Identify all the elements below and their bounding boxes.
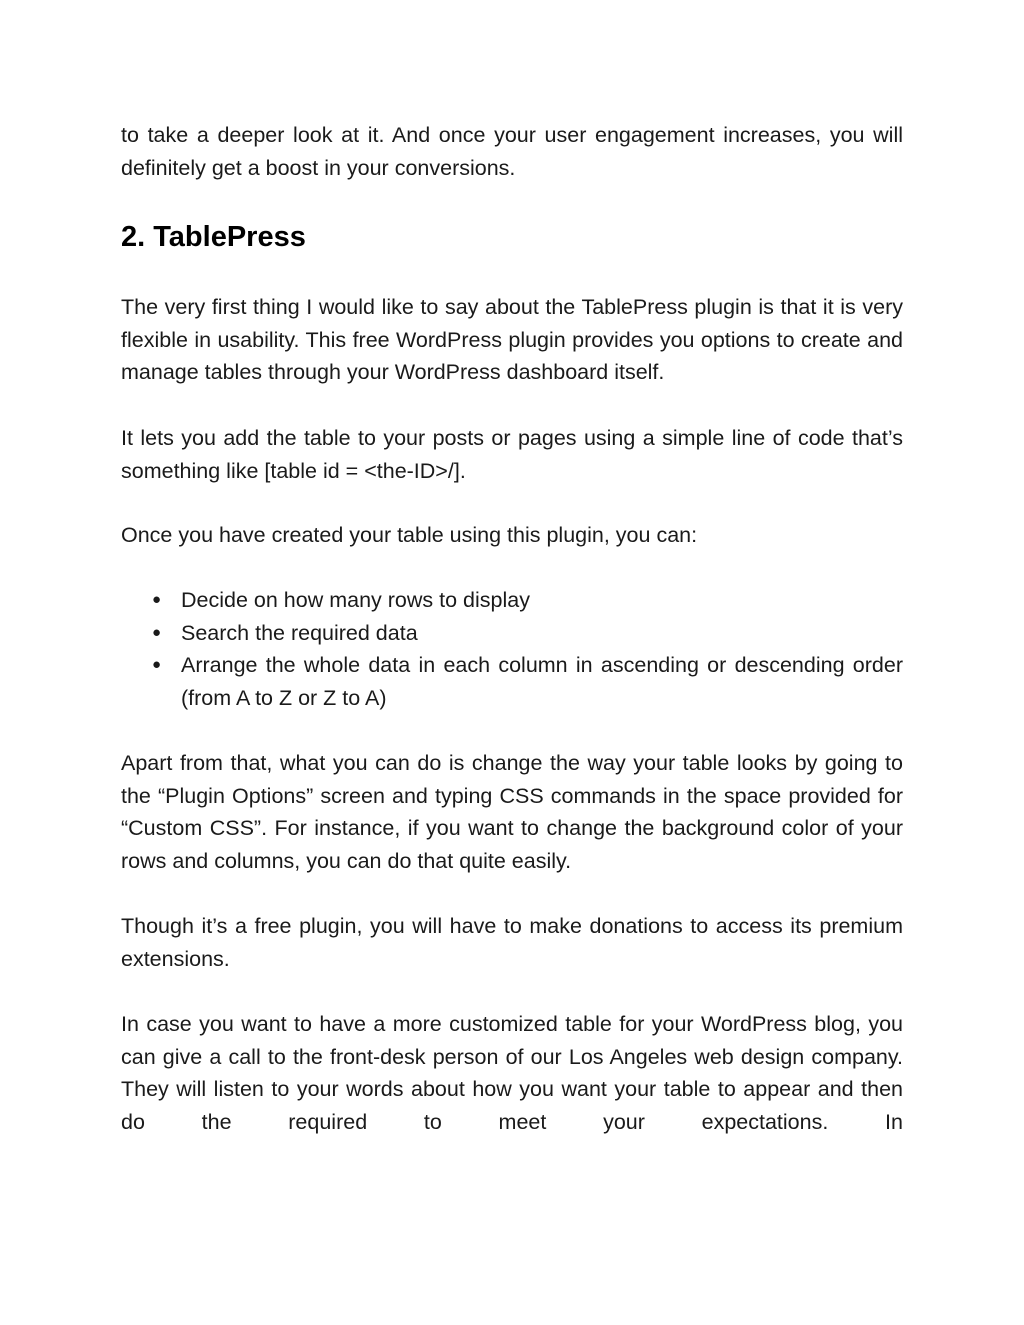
paragraph-2: It lets you add the table to your posts or pages using a simple line of code that’s something like [table id = <the-ID>/]. xyxy=(121,426,903,483)
paragraph-3: Once you have created your table using this plugin, you can: xyxy=(121,523,698,547)
paragraph-1-block xyxy=(121,291,903,389)
paragraph-1: The very first thing I would like to say about the TablePress plugin is that it is very flexible in usability. This free WordPress plugin provides you options to create and manage tables through your WordPress dashboard itself. xyxy=(121,295,903,385)
paragraph-5: Though it’s a free plugin, you will have to make donations to access its premium extensions. xyxy=(121,914,903,971)
intro-paragraph-block xyxy=(121,119,903,184)
list-item-text: Arrange the whole data in each column in ascending or descending order (from A to Z or Z to A) xyxy=(181,653,903,710)
paragraph-2-block xyxy=(121,422,903,487)
section-heading: 2. TablePress xyxy=(121,221,306,253)
paragraph-6: In case you want to have a more customized table for your WordPress blog, you can give a call to the front-desk person of our Los Angeles web design company. They will listen to your words about how you want your table to appear and then do the required to meet your expectations. In xyxy=(121,1012,903,1134)
bullet-list-block xyxy=(121,584,903,714)
list-item xyxy=(121,584,903,617)
list-item xyxy=(121,617,903,650)
bullet-list xyxy=(121,584,903,714)
bullet-dot-icon: ● xyxy=(152,591,162,608)
paragraph-5-block xyxy=(121,910,903,975)
list-item-text: Search the required data xyxy=(181,620,418,645)
paragraph-4-block xyxy=(121,747,903,877)
list-item-text: Decide on how many rows to display xyxy=(181,588,530,612)
paragraph-4: Apart from that, what you can do is change the way your table looks by going to the “Plugin Options” screen and typing CSS commands in the space provided for “Custom CSS”. For instance, if you want to change the background color of your rows and columns, you can do that quite easily. xyxy=(121,751,903,873)
bullet-dot-icon: ● xyxy=(152,623,162,641)
bullet-dot-icon: ● xyxy=(152,656,162,674)
intro-paragraph: to take a deeper look at it. And once your user engagement increases, you will definitely get a boost in your conversions. xyxy=(121,123,903,180)
list-item xyxy=(121,649,903,714)
paragraph-3-block xyxy=(121,519,903,552)
paragraph-6-block xyxy=(121,1008,903,1138)
